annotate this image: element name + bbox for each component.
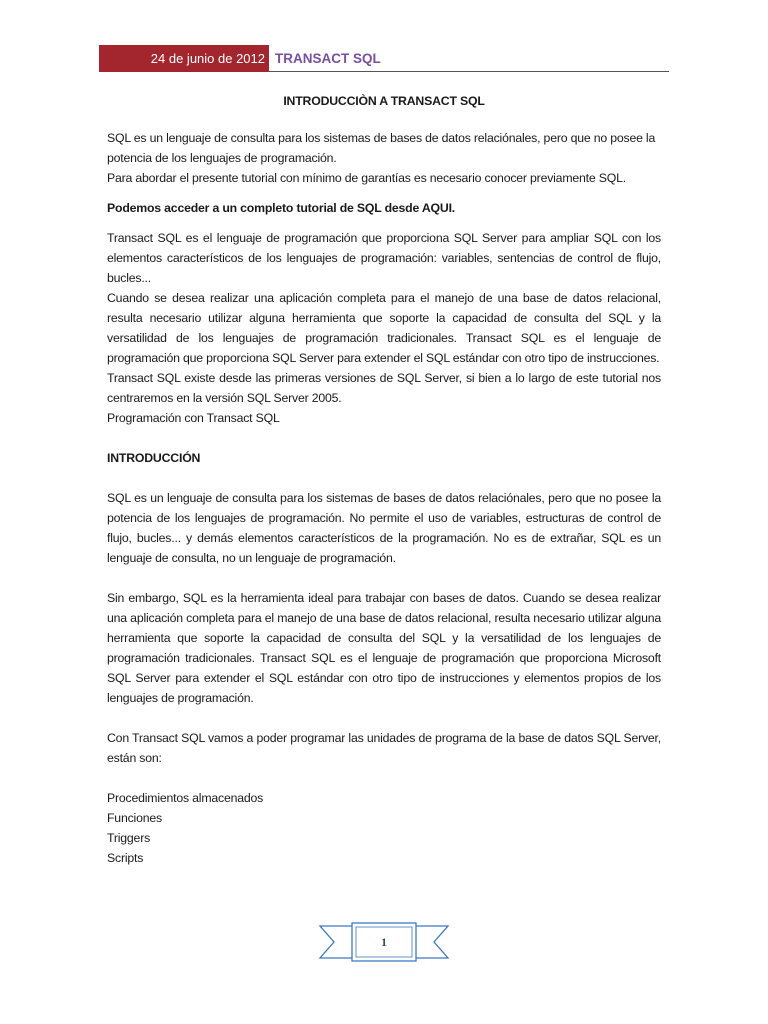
intro-paragraph-2: Para abordar el presente tutorial con mínimo de garantías es necesario conocer previamente SQL. [107,171,626,185]
header-divider [269,71,669,72]
section-paragraph-1: SQL es un lenguaje de consulta para los sistemas de bases de datos relaciónales, pero que no posee la potencia de los lenguajes de programación. No permite el uso de variables, estructuras de control de flujo, bucles... y demás elementos característicos de la programación. No es de extrañar, SQL es un lenguaje de consulta, no un lenguaje de programación. [107,491,661,565]
list-item: Procedimientos almacenados [107,791,264,805]
paragraph-programming: Programación con Transact SQL [107,411,280,425]
paragraph-transact-definition: Transact SQL es el lenguaje de programación que proporciona SQL Server para ampliar SQL con los elementos característicos de los lenguajes de programación: variables, sentencias de control de flujo, bucles... [107,231,661,285]
page-number: 1 [381,935,387,949]
page-header [99,45,669,72]
document-body [107,91,661,868]
list-item: Funciones [107,811,162,825]
paragraph-versions: Transact SQL existe desde las primeras versiones de SQL Server, si bien a lo largo de este tutorial nos centraremos en la versión SQL Server 2005. [107,371,661,405]
program-units-list [107,788,661,868]
list-item: Triggers [107,831,151,845]
paragraph-application: Cuando se desea realizar una aplicación completa para el manejo de una base de datos relacional, resulta necesario utilizar alguna herramienta que soporte la capacidad de consulta del SQL y la versatilidad de los lenguajes de programación tradicionales. Transact SQL es el lenguaje de programación que proporciona SQL Server para extender el SQL estándar con otro tipo de instrucciones. [107,291,661,365]
list-item: Scripts [107,851,144,865]
section-paragraph-3: Con Transact SQL vamos a poder programar las unidades de programa de la base de datos SQL Server, están son: [107,731,661,765]
document-title: INTRODUCCIÒN A TRANSACT SQL [283,94,485,108]
header-date: 24 de junio de 2012 [99,45,269,72]
page-number-badge [318,918,450,966]
intro-paragraph-1: SQL es un lenguaje de consulta para los sistemas de bases de datos relaciónales, pero que no posee la potencia de los lenguajes de programación. [107,131,656,165]
tutorial-link-note[interactable]: Podemos acceder a un completo tutorial de SQL desde AQUI. [107,201,456,215]
section-paragraph-2: Sin embargo, SQL es la herramienta ideal para trabajar con bases de datos. Cuando se desea realizar una aplicación completa para el manejo de una base de datos relacional, resulta necesario utilizar alguna herramienta que soporte la capacidad de consulta del SQL y la versatilidad de los lenguajes de programación tradicionales. Transact SQL es el lenguaje de programación que proporciona Microsoft SQL Server para extender el SQL estándar con otro tipo de instrucciones y elementos propios de los lenguajes de programación. [107,591,661,705]
header-title: TRANSACT SQL [275,51,381,66]
section-heading: INTRODUCCIÓN [107,451,201,465]
